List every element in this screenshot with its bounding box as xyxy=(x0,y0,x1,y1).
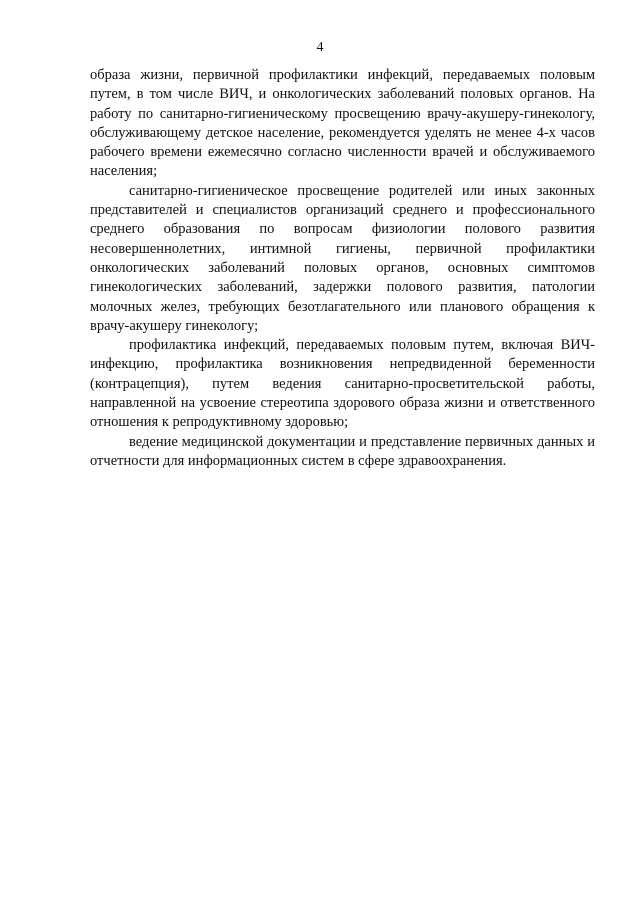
paragraph-documentation: ведение медицинской документации и представление первичных данных и отчетности для информационных систем в сфере здравоохранения. xyxy=(90,433,595,469)
page-number: 4 xyxy=(316,40,324,55)
paragraph-continuation: образа жизни, первичной профилактики инфекций, передаваемых половым путем, в том числе ВИЧ, и онкологических заболеваний половых органов. На работу по санитарно-гигиеническому просвещению врачу-акушеру-гинекологу, обслуживающему детское население, рекомендуется уделять не менее 4-х часов рабочего времени ежемесячно согласно численности врачей и обслуживаемого населения; xyxy=(90,67,595,180)
document-body xyxy=(90,66,595,471)
paragraph-infection-prevention: профилактика инфекций, передаваемых половым путем, включая ВИЧ-инфекцию, профилактика возникновения непредвиденной беременности (контрацепция), путем ведения санитарно-просветительской работы, направленной на усвоение стереотипа здорового образа жизни и ответственного отношения к репродуктивному здоровью; xyxy=(90,337,595,431)
paragraph-parent-education: санитарно-гигиеническое просвещение родителей или иных законных представителей и специалистов организаций среднего и профессионального среднего образования по вопросам физиологии полового развития несовершеннолетних, интимной гигиены, первичной профилактики онкологических заболеваний половых органов, основных симптомов гинекологических заболеваний, задержки полового развития, патологии молочных желез, требующих безотлагательного или планового обращения к врачу-акушеру гинекологу; xyxy=(90,182,595,334)
